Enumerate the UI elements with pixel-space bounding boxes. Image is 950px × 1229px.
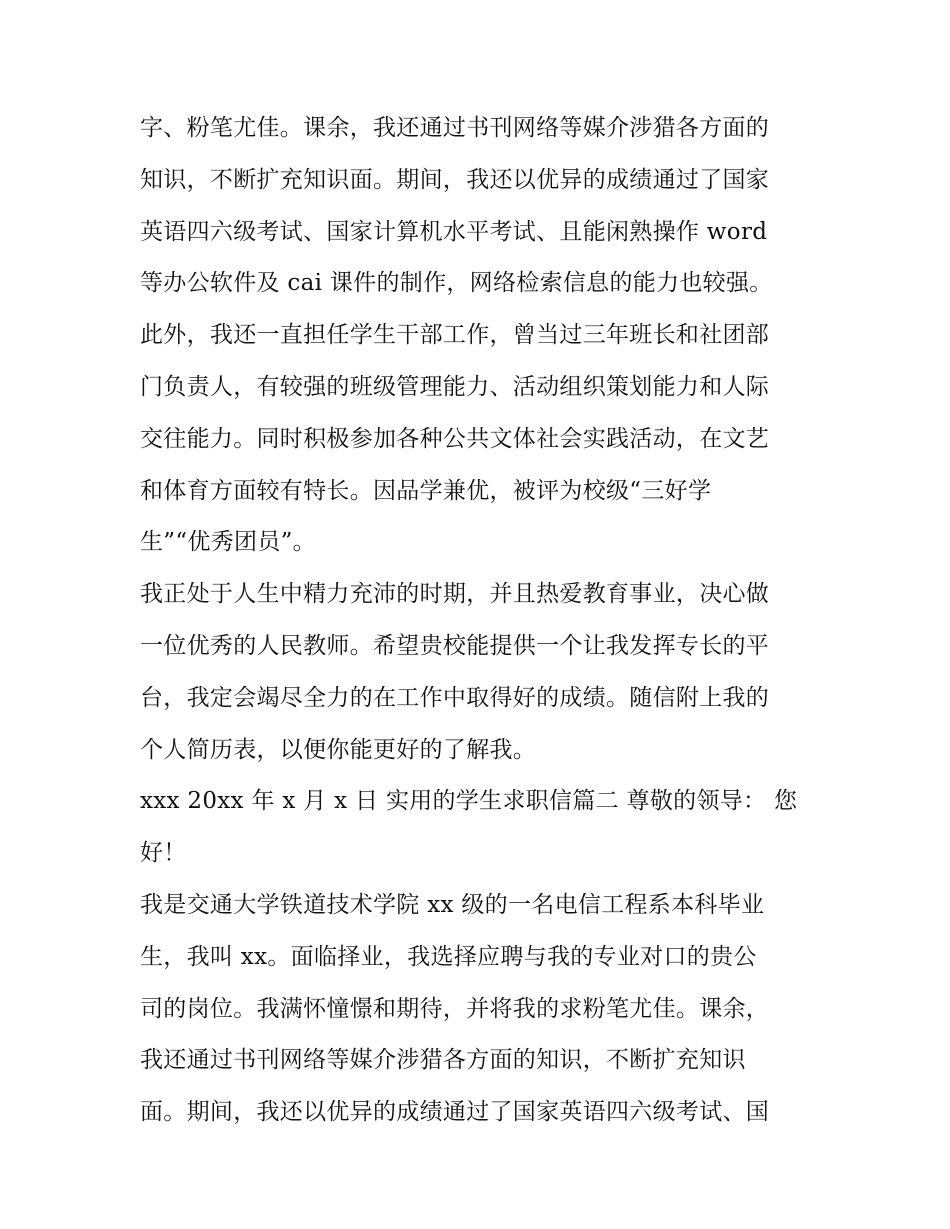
text-line: xxx 20xx 年 x 月 x 日 实用的学生求职信篇二 尊敬的领导： 您 <box>140 788 798 815</box>
text-line: 一位优秀的人民教师。希望贵校能提供一个让我发挥专长的平 <box>140 632 770 659</box>
text-line: 台，我定会竭尽全力的在工作中取得好的成绩。随信附上我的 <box>140 684 770 711</box>
text-line: 我正处于人生中精力充沛的时期，并且热爱教育事业，决心做 <box>140 581 770 608</box>
text-line: 等办公软件及 cai 课件的制作，网络检索信息的能力也较强。 <box>140 270 773 297</box>
text-line: 司的岗位。我满怀憧憬和期待，并将我的求粉笔尤佳。课余， <box>140 995 770 1022</box>
text-line: 交往能力。同时积极参加各种公共文体社会实践活动，在文艺 <box>140 425 770 452</box>
text-line: 和体育方面较有特长。因品学兼优，被评为校级“三好学 <box>140 477 712 504</box>
document-body <box>140 103 830 1139</box>
text-line: 我是交通大学铁道技术学院 xx 级的一名电信工程系本科毕业 <box>140 891 765 918</box>
text-line: 个人简历表，以便你能更好的了解我。 <box>140 736 537 763</box>
text-line: 此外，我还一直担任学生干部工作，曾当过三年班长和社团部 <box>140 322 770 349</box>
text-line: 生，我叫 xx。面临择业，我选择应聘与我的专业对口的贵公 <box>140 943 757 970</box>
text-line: 知识，不断扩充知识面。期间，我还以优异的成绩通过了国家 <box>140 166 770 193</box>
text-line: 门负责人，有较强的班级管理能力、活动组织策划能力和人际 <box>140 373 770 400</box>
text-line: 好！ <box>140 840 187 867</box>
text-line: 面。期间，我还以优异的成绩通过了国家英语四六级考试、国 <box>140 1099 770 1126</box>
text-line: 生”“优秀团员”。 <box>140 529 316 556</box>
text-line: 字、粉笔尤佳。课余，我还通过书刊网络等媒介涉猎各方面的 <box>140 115 770 141</box>
text-line: 我还通过书刊网络等媒介涉猎各方面的知识，不断扩充知识 <box>140 1047 746 1074</box>
text-line: 英语四六级考试、国家计算机水平考试、且能闲熟操作 word <box>140 218 768 245</box>
